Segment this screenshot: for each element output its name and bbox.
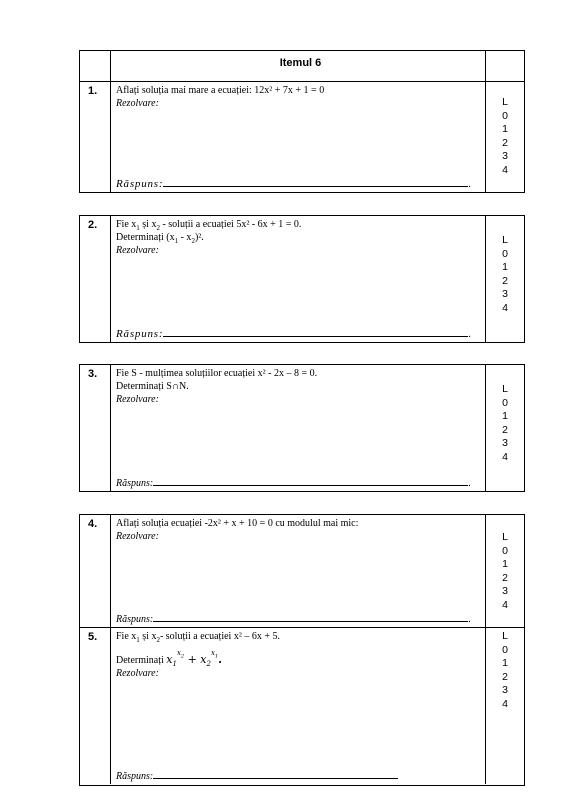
- score-level[interactable]: L: [502, 383, 508, 395]
- header-table: [79, 50, 525, 82]
- score-level[interactable]: L: [502, 531, 508, 543]
- item-4-content: [111, 515, 486, 627]
- score-level[interactable]: 4: [502, 163, 508, 176]
- item-3-table: [79, 364, 525, 492]
- rezolvare-label: Rezolvare:: [116, 394, 159, 405]
- item-1-table: [79, 81, 525, 193]
- score-level[interactable]: 1: [502, 261, 508, 273]
- rezolvare-label: Rezolvare:: [116, 98, 159, 109]
- item-2-content: [111, 216, 486, 342]
- score-level[interactable]: 3: [502, 288, 508, 300]
- score-level[interactable]: 3: [502, 684, 508, 696]
- rezolvare-label: Rezolvare:: [116, 668, 159, 679]
- power-formula: $x_1^{x_2} + x_2^{x_1}$.: [166, 649, 222, 669]
- header-title: Itemul 6: [111, 51, 486, 81]
- item-number: 5.: [80, 628, 111, 784]
- score-level[interactable]: 2: [502, 571, 508, 584]
- header-num-cell: [80, 51, 111, 81]
- score-column: [486, 365, 524, 491]
- answer-underline: [153, 770, 398, 779]
- score-level[interactable]: L: [502, 234, 508, 246]
- item-4-question: Aflați soluția ecuației -2x² + x + 10 = 0 cu modulul mai mic:: [116, 518, 359, 529]
- score-level[interactable]: 3: [502, 437, 508, 449]
- rezolvare-label: Rezolvare:: [116, 531, 159, 542]
- score-level[interactable]: 4: [502, 301, 508, 314]
- score-level[interactable]: 1: [502, 657, 508, 669]
- score-column: [486, 515, 524, 627]
- score-column: [486, 216, 524, 342]
- item-5-question: Fie $x_1$ și $x_2-$ soluții a ecuației x² – 6x + 5.: [116, 631, 280, 644]
- score-level[interactable]: 2: [502, 274, 508, 287]
- score-level[interactable]: 0: [502, 544, 508, 557]
- item-3-content: [111, 365, 486, 491]
- answer-underline: [163, 328, 468, 337]
- item-4-5-table: [79, 514, 525, 786]
- score-level[interactable]: 0: [502, 109, 508, 122]
- answer-line[interactable]: [116, 770, 398, 783]
- item-number: 4.: [80, 515, 111, 627]
- score-level[interactable]: 3: [502, 585, 508, 597]
- item-3-question: Fie S - mulțimea soluțiilor ecuației x² - 2x – 8 = 0.: [116, 368, 318, 379]
- answer-underline: [153, 477, 468, 486]
- item-1-question: Aflați soluția mai mare a ecuației: 12x² + 7x + 1 = 0: [116, 85, 325, 96]
- score-level[interactable]: 0: [502, 396, 508, 409]
- answer-underline: [163, 178, 468, 187]
- item-5-content: [111, 628, 486, 784]
- score-level[interactable]: 2: [502, 670, 508, 683]
- item-5-task: Determinați $x_1^{x_2} + x_2^{x_1}$.: [116, 649, 222, 669]
- score-level[interactable]: 0: [502, 643, 508, 656]
- score-level[interactable]: 1: [502, 558, 508, 570]
- score-level[interactable]: 4: [502, 450, 508, 463]
- score-level[interactable]: 1: [502, 123, 508, 135]
- answer-line[interactable]: Răspuns: .: [116, 328, 471, 340]
- answer-line[interactable]: Răspuns: .: [116, 614, 471, 625]
- score-level[interactable]: 4: [502, 697, 508, 710]
- item-2-task: Determinați $(x_1 - x_2)^2$.: [116, 232, 204, 245]
- score-column: [486, 628, 524, 784]
- score-level[interactable]: 0: [502, 247, 508, 260]
- raspuns-label: Răspuns:: [116, 771, 154, 782]
- item-1-content: [111, 82, 486, 192]
- raspuns-label: Răspuns:: [116, 328, 164, 340]
- score-level[interactable]: L: [502, 630, 508, 642]
- item-number: 3.: [80, 365, 111, 491]
- item-3-task: Determinați S∩N.: [116, 381, 189, 392]
- raspuns-label: Răspuns:: [116, 178, 164, 190]
- raspuns-label: Răspuns:: [116, 478, 154, 489]
- item-number: 1.: [80, 82, 111, 192]
- rezolvare-label: Rezolvare:: [116, 245, 159, 256]
- score-level[interactable]: 2: [502, 136, 508, 149]
- score-level[interactable]: 2: [502, 423, 508, 436]
- item-number: 2.: [80, 216, 111, 342]
- score-level[interactable]: L: [502, 96, 508, 108]
- answer-underline: [153, 613, 468, 622]
- score-level[interactable]: 4: [502, 598, 508, 611]
- answer-line[interactable]: Răspuns: .: [116, 178, 471, 190]
- raspuns-label: Răspuns:: [116, 614, 154, 625]
- item-2-question: Fie $x_1$ și $x_2$ - soluții a ecuației 5x² - 6x + 1 = 0.: [116, 219, 302, 232]
- answer-line[interactable]: Răspuns: .: [116, 478, 471, 489]
- score-level[interactable]: 3: [502, 150, 508, 162]
- header-score-cell: [486, 51, 524, 81]
- item-2-table: [79, 215, 525, 343]
- score-level[interactable]: 1: [502, 410, 508, 422]
- score-column: [486, 82, 524, 192]
